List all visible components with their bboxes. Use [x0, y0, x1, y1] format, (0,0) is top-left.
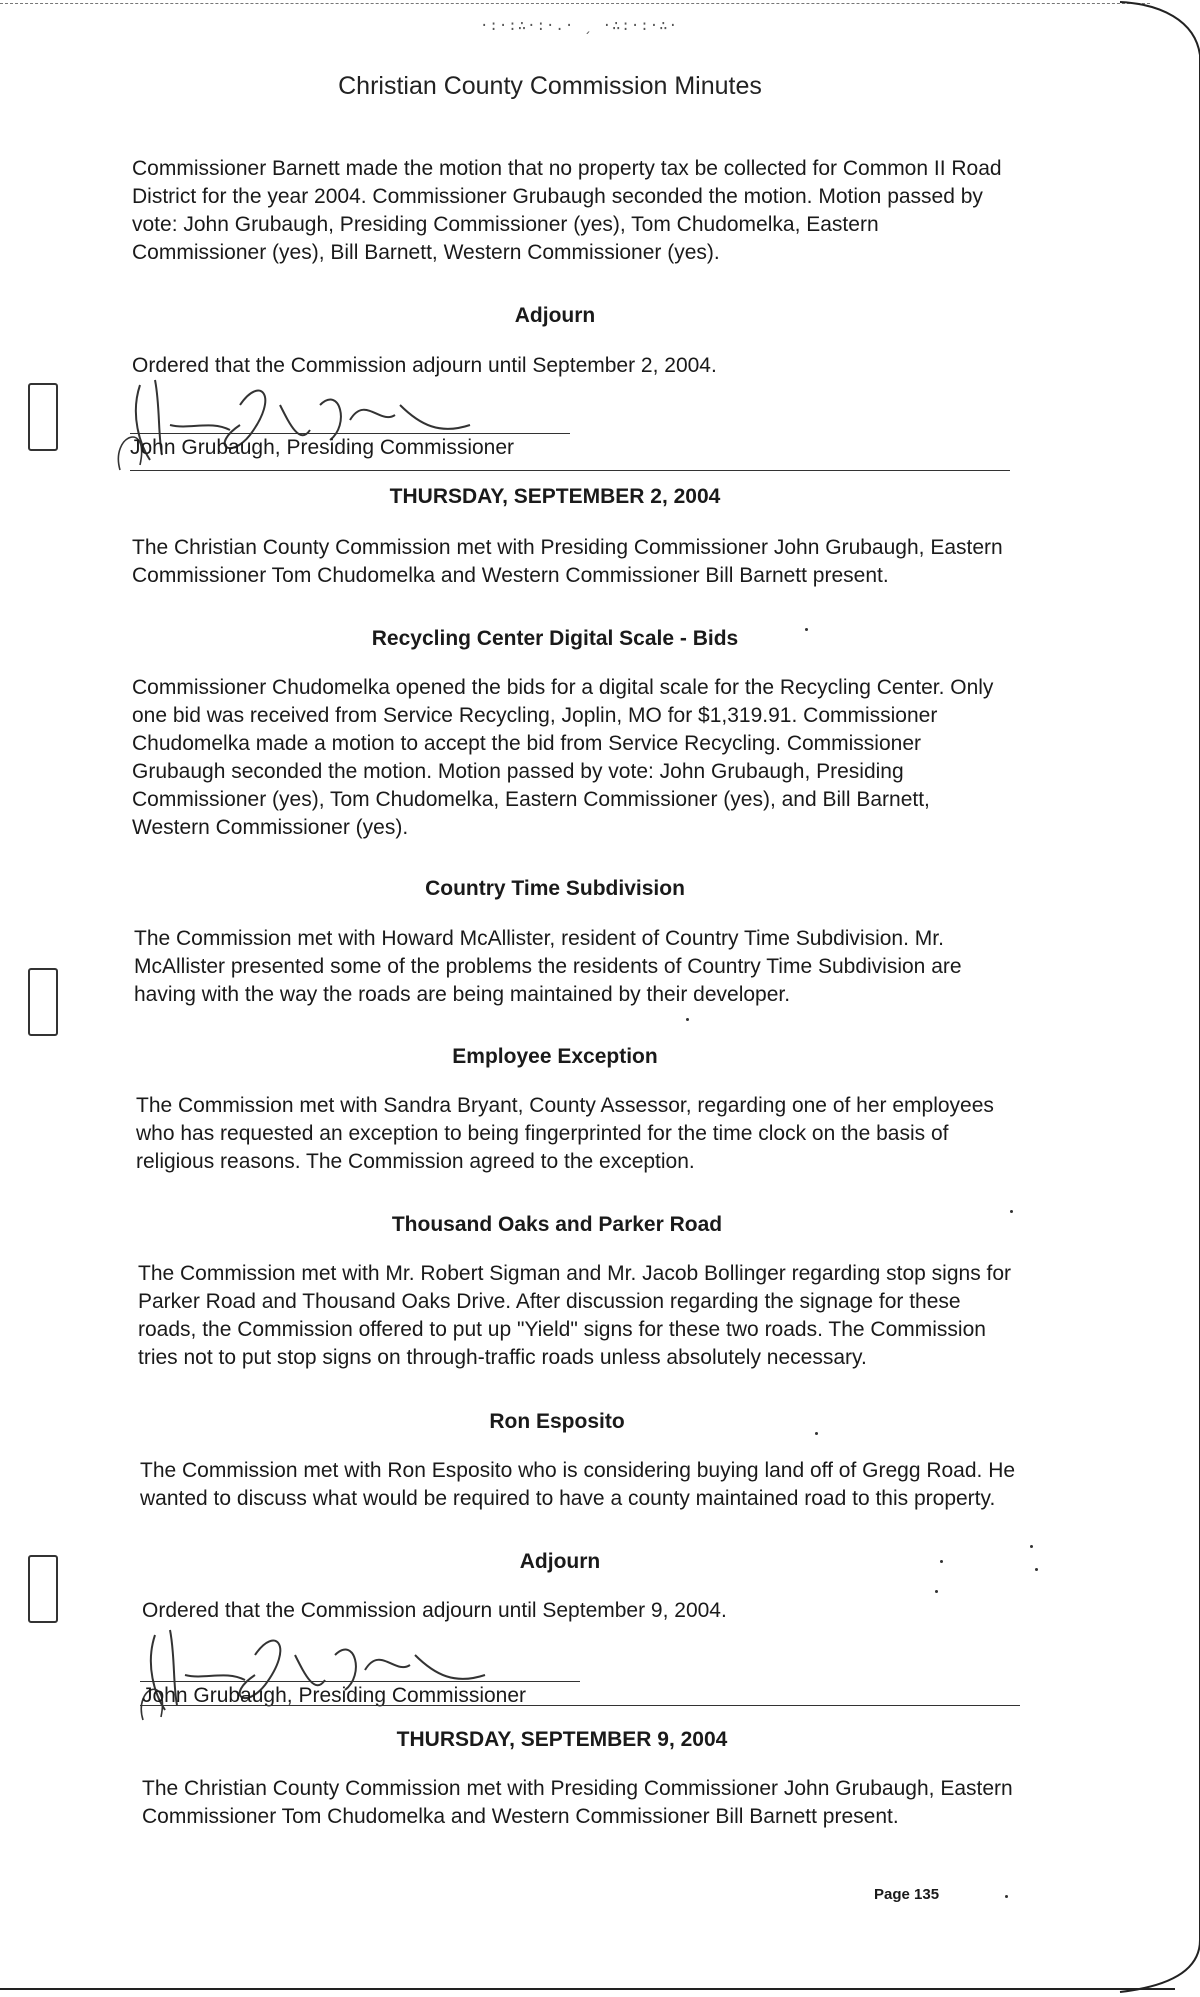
country-time-paragraph: The Commission met with Howard McAllister, resident of Country Time Subdivision. Mr. McAllister presented some of the problems the residents of Country Time Subdivision are having with the way the roads are being maintained by their developer. — [134, 927, 962, 1006]
page-right-edge — [1100, 0, 1200, 1997]
page-bottom-edge — [0, 1988, 1175, 1990]
meeting-attendance-paragraph: The Christian County Commission met with Presiding Commissioner John Grubaugh, Eastern Commissioner Tom Chudomelka and Western Commissioner Bill Barnett present. — [132, 536, 1003, 587]
section-separator — [140, 1705, 1020, 1706]
recycling-heading: Recycling Center Digital Scale - Bids — [371, 627, 739, 650]
page-title: Christian County Commission Minutes — [338, 72, 762, 100]
adjourn-order-text: Ordered that the Commission adjourn until September 9, 2004. — [142, 1599, 727, 1622]
adjourn-heading: Adjourn — [519, 1550, 601, 1573]
adjourn-order-text: Ordered that the Commission adjourn until September 2, 2004. — [132, 354, 717, 377]
binder-punch-hole-icon — [28, 383, 58, 451]
employee-exception-heading: Employee Exception — [452, 1045, 658, 1068]
handwritten-signature-icon — [125, 1615, 505, 1725]
scan-speck — [1005, 1895, 1008, 1898]
page-top-edge — [0, 3, 1150, 4]
intro-motion-paragraph: Commissioner Barnett made the motion that no property tax be collected for Common II Road District for the year 2004. Commissioner Grubaugh seconded the motion. Motion passed by vote: John Grubaugh, Presiding Commissioner (yes), Tom Chudomelka, Eastern Commissioner (yes), Bill Barnett, Western Commissioner (yes). — [132, 157, 1002, 264]
scan-speck — [686, 1018, 689, 1021]
date-heading: THURSDAY, SEPTEMBER 2, 2004 — [389, 485, 721, 508]
scan-speck — [815, 1432, 818, 1435]
signature-caption: John Grubaugh, Presiding Commissioner — [130, 436, 515, 459]
scan-speck — [935, 1590, 938, 1593]
scan-noise-mark: ·:·:∴·:·.· ˏ ·∴:·:·∴· — [480, 18, 679, 34]
page-number: Page 135 — [874, 1886, 940, 1903]
ron-esposito-heading: Ron Esposito — [489, 1410, 625, 1433]
employee-exception-paragraph: The Commission met with Sandra Bryant, County Assessor, regarding one of her employees who has requested an exception to being fingerprinted for the time clock on the basis of religious reasons. The Commission agreed to the exception. — [136, 1094, 994, 1173]
scan-speck — [805, 628, 808, 631]
recycling-paragraph: Commissioner Chudomelka opened the bids for a digital scale for the Recycling Center. Only one bid was received from Service Recycling, Joplin, MO for $1,319.91. Commissioner Chudomelka made a motion to accept the bid from Service Recycling. Commissioner Grubaugh seconded the motion. Motion passed by vote: John Grubaugh, Presiding Commissioner (yes), Tom Chudomelka, Eastern Commissioner (yes), and Bill Barnett, Western Commissioner (yes). — [132, 676, 994, 839]
thousand-oaks-paragraph: The Commission met with Mr. Robert Sigman and Mr. Jacob Bollinger regarding stop signs for Parker Road and Thousand Oaks Drive. After discussion regarding the signage for these roads, the Commission offered to put up "Yield" signs for these two roads. The Commission tries not to put stop signs on through-traffic roads unless absolutely necessary. — [138, 1262, 1012, 1369]
signature-line — [140, 1681, 580, 1682]
binder-punch-hole-icon — [28, 1555, 58, 1623]
scan-speck — [1030, 1545, 1033, 1548]
thousand-oaks-heading: Thousand Oaks and Parker Road — [391, 1213, 723, 1236]
ron-esposito-paragraph: The Commission met with Ron Esposito who is considering buying land off of Gregg Road. He wanted to discuss what would be required to have a county maintained road to this property. — [140, 1459, 1016, 1510]
scan-speck — [1035, 1568, 1038, 1571]
scan-speck — [1010, 1210, 1013, 1213]
section-separator — [130, 470, 1010, 471]
adjourn-heading: Adjourn — [514, 304, 596, 327]
scan-speck — [940, 1560, 943, 1563]
country-time-heading: Country Time Subdivision — [425, 877, 685, 900]
signature-caption: John Grubaugh, Presiding Commissioner — [142, 1684, 527, 1707]
meeting-attendance-paragraph: The Christian County Commission met with Presiding Commissioner John Grubaugh, Eastern Commissioner Tom Chudomelka and Western Commissioner Bill Barnett present. — [142, 1777, 1013, 1828]
signature-line — [130, 433, 570, 434]
date-heading: THURSDAY, SEPTEMBER 9, 2004 — [396, 1728, 728, 1751]
binder-punch-hole-icon — [28, 968, 58, 1036]
